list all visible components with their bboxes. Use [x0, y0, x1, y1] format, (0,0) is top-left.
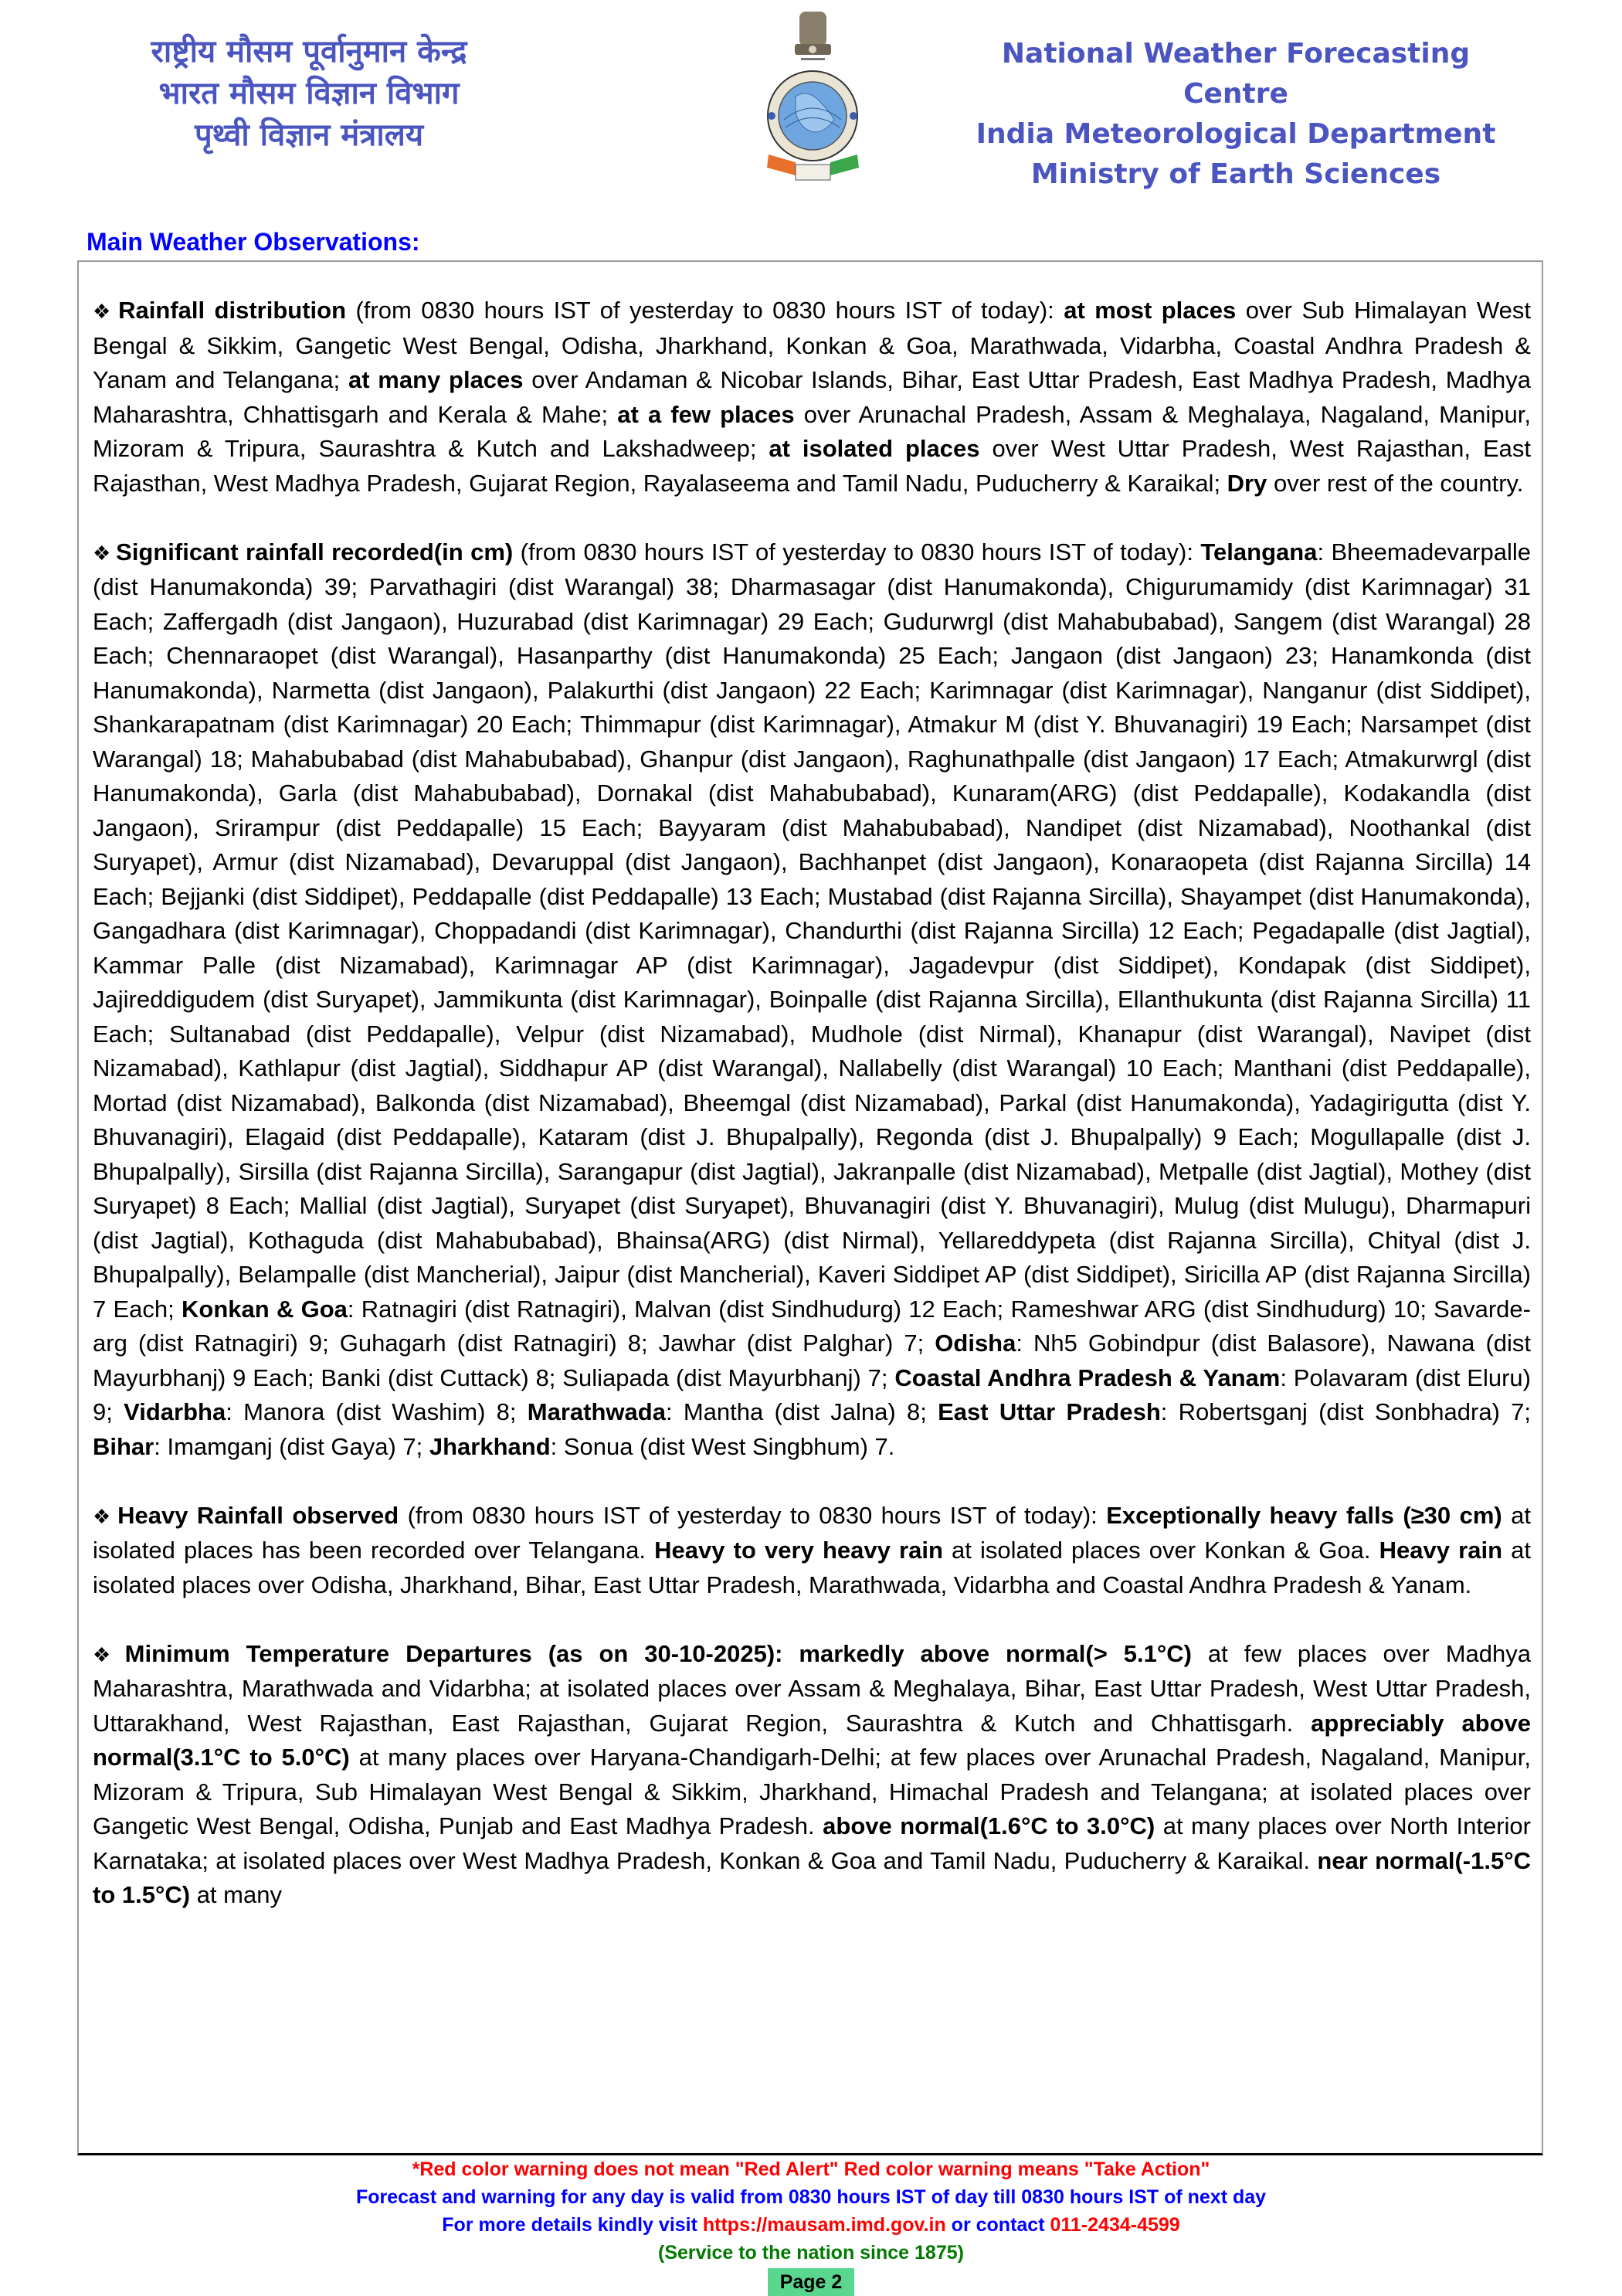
emphasis-text: above normal(1.6°C to 3.0°C) [823, 1812, 1155, 1839]
observation-heavy-rainfall [93, 1499, 1531, 1603]
body-text: : Mantha (dist Jalna) 8; [665, 1398, 938, 1425]
emphasis-text: East Uttar Pradesh [938, 1398, 1161, 1425]
emphasis-text: Heavy rain [1379, 1537, 1502, 1564]
emphasis-text: Vidarbha [124, 1398, 226, 1425]
contact-middle: or contact [945, 2214, 1050, 2236]
imd-emblem-icon [761, 4, 865, 185]
hindi-title-line: भारत मौसम विज्ञान विभाग [158, 76, 460, 111]
observation-significant-rainfall [93, 535, 1531, 1465]
body-text: over rest of the country. [1267, 469, 1524, 497]
emphasis-text: Marathwada [527, 1398, 666, 1425]
hindi-title-line: पृथ्वी विज्ञान मंत्रालय [194, 117, 424, 153]
emphasis-text: Telangana [1200, 538, 1318, 566]
body-text: : Robertsganj (dist Sonbhadra) 7; [1160, 1398, 1532, 1425]
emphasis-text: Minimum Temperature Departures (as on 30-10-2025): markedly above normal(> 5.1°C) [124, 1639, 1192, 1667]
phone-number: 011-2434-4599 [1050, 2214, 1180, 2236]
emphasis-text: at most places [1064, 297, 1237, 324]
website-link[interactable]: https://mausam.imd.gov.in [702, 2214, 946, 2236]
body-text: : Sonua (dist West Singbhum) 7. [550, 1432, 895, 1460]
body-text: : Polavaram (dist Eluru) 9; [93, 1364, 1531, 1425]
hindi-org-title [108, 31, 510, 156]
section-heading: Main Weather Observations: [87, 228, 420, 256]
body-text: (from 0830 hours IST of yesterday to 0830 hours IST of today): [399, 1501, 1107, 1529]
body-text: at many places over Haryana-Chandigarh-Delhi; at few places over Arunachal Pradesh, Nagaland, Manipur, Mizoram & Tripura, Sub Himalayan West Bengal & Sikkim, Jharkhand, Himachal Pradesh and Telangana; at isolated places over Gangetic West Bengal, Odisha, Punjab and East Madhya Pradesh. [93, 1744, 1531, 1839]
emphasis-text: Odisha [935, 1330, 1016, 1357]
emphasis-text: Bihar [93, 1432, 154, 1460]
page-footer [0, 2155, 1622, 2296]
observation-min-temperature-departures [93, 1637, 1531, 1913]
body-text: over Andaman & Nicobar Islands, Bihar, East Uttar Pradesh, East Madhya Pradesh, Madhya Maharashtra, Chhattisgarh and Kerala & Mahe; [93, 366, 1532, 428]
body-text: : Manora (dist Washim) 8; [226, 1398, 528, 1425]
body-text: at isolated places over Odisha, Jharkhand, Bihar, East Uttar Pradesh, Marathwada, Vidarbha and Coastal Andhra Pradesh & Yanam. [93, 1537, 1531, 1598]
body-text: at isolated places over Konkan & Goa. [942, 1537, 1379, 1564]
body-text: : Ratnagiri (dist Ratnagiri), Malvan (dist Sindhudurg) 12 Each; Rameshwar ARG (dist Sindhudurg) 10; Savarde-arg (dist Ratnagiri) 9; Guhagarh (dist Ratnagiri) 8; Jawhar (dist Palghar) 7; [93, 1295, 1531, 1357]
body-text: over Sub Himalayan West Bengal & Sikkim, Gangetic West Bengal, Odisha, Jharkhand, Konkan & Goa, Marathwada, Vidarbha, Coastal Andhra Pradesh & Yanam and Telangana; [93, 297, 1531, 393]
emphasis-text: appreciably above normal(3.1°C to 5.0°C) [93, 1709, 1531, 1771]
diamond-bullet-icon: ❖ [93, 541, 112, 565]
service-note: (Service to the nation since 1875) [658, 2242, 964, 2264]
emphasis-text: Coastal Andhra Pradesh & Yanam [894, 1364, 1281, 1391]
emphasis-text: at many places [348, 366, 524, 393]
emphasis-text: Significant rainfall recorded(in cm) [116, 538, 514, 566]
page-header [0, 0, 1622, 201]
body-text: over Arunachal Pradesh, Assam & Meghalaya, Nagaland, Manipur, Mizoram & Tripura, Saurashtra & Kutch and Lakshadweep; [93, 400, 1531, 462]
red-warning-note: *Red color warning does not mean "Red Alert" Red color warning means "Take Action" [412, 2158, 1210, 2180]
emphasis-text: Dry [1227, 469, 1267, 497]
english-title-line: National Weather Forecasting Centre [1001, 38, 1471, 110]
emphasis-text: Heavy Rainfall observed [117, 1501, 399, 1529]
observations-content [93, 294, 1531, 1947]
body-text: : Nh5 Gobindpur (dist Balasore), Nawana (dist Mayurbhanj) 9 Each; Banki (dist Cuttack) 8; Suliapada (dist Mayurbhanj) 7; [93, 1330, 1532, 1391]
emphasis-text: Heavy to very heavy rain [654, 1537, 943, 1564]
body-text: : Bheemadevarpalle (dist Hanumakonda) 39; Parvathagiri (dist Warangal) 38; Dharmasagar (dist Hanumakonda), Chigurumamidy (dist Karimnagar) 31 Each; Zaffergadh (dist Jangaon), Huzurabad (dist Karimnagar) 29 Each; Gudurwrgl (dist Mahabubabad), Sangem (dist Warangal) 28 Each; Chennaraopet (dist Warangal), Hasanparthy (dist Hanumakonda) 25 Each; Jangaon (dist Jangaon) 23; Hanamkonda (dist Hanumakonda), Narmetta (dist Jangaon), Palakurthi (dist Jangaon) 22 Each; Karimnagar (dist Karimnagar), Nanganur (dist Siddipet), Shankarapatnam (dist Karimnagar) 20 Each; Thimmapur (dist Karimnagar), Atmakur M (dist Y. Bhuvanagiri) 19 Each; Narsampet (dist Warangal) 18; Mahabubabad (dist Mahabubabad), Ghanpur (dist Jangaon), Raghunathpalle (dist Jangaon) 17 Each; Atmakurwrgl (dist Hanumakonda), Garla (dist Mahabubabad), Dornakal (dist Mahabubabad), Kunaram(ARG) (dist Peddapalle), Kodakandla (dist Jangaon), Srirampur (dist Peddapalle) 15 Each; Bayyaram (dist Mahabubabad), Nandipet (dist Nizamabad), Noothankal (dist Suryapet), Armur (dist Nizamabad), Devaruppal (dist Jangaon), Bachhanpet (dist Jangaon), Konaraopeta (dist Rajanna Sircilla) 14 Each; Bejjanki (dist Siddipet), Peddapalle (dist Peddapalle) 13 Each; Mustabad (dist Rajanna Sircilla), Shayampet (dist Hanumakonda), Gangadhara (dist Karimnagar), Choppadandi (dist Karimnagar), Chandurthi (dist Rajanna Sircilla) 12 Each; Pegadapalle (dist Jagtial), Kammar Palle (dist Nizamabad), Karimnagar AP (dist Karimnagar), Jagadevpur (dist Siddipet), Kondapak (dist Siddipet), Jajireddigudem (dist Suryapet), Jammikunta (dist Karimnagar), Boinpalle (dist Rajanna Sircilla), Ellanthukunta (dist Rajanna Sircilla) 11 Each; Sultanabad (dist Peddapalle), Velpur (dist Nizamabad), Mudhole (dist Nirmal), Khanapur (dist Warangal), Navipet (dist Nizamabad), Kathlapur (dist Jagtial), Siddhapur AP (dist Warangal), Nallabelly (dist Warangal) 10 Each; Manthani (dist Peddapalle), Mortad (dist Nizamabad), Balkonda (dist Nizamabad), Bheemgal (dist Nizamabad), Parkal (dist Hanumakonda), Yadagirigutta (dist Y. Bhuvanagiri), Elagaid (dist Peddapalle), Kataram (dist J. Bhupalpally), Regonda (dist J. Bhupalpally) 9 Each; Mogullapalle (dist J. Bhupalpally), Sirsilla (dist Rajanna Sircilla), Sarangapur (dist Jagtial), Jakranpalle (dist Nizamabad), Metpalle (dist Jagtial), Mothey (dist Suryapet) 8 Each; Mallial (dist Jagtial), Suryapet (dist Suryapet), Bhuvanagiri (dist Y. Bhuvanagiri), Mulug (dist Mulugu), Dharmapuri (dist Jagtial), Kothaguda (dist Mahabubabad), Bhainsa(ARG) (dist Nirmal), Yellareddypeta (dist Rajanna Sircilla), Chityal (dist J. Bhupalpally), Belampalle (dist Mancherial), Jaipur (dist Mancherial), Kaveri Siddipet AP (dist Siddipet), Siricilla AP (dist Rajanna Sircilla) 7 Each; [93, 538, 1531, 1323]
english-org-title [965, 34, 1506, 195]
diamond-bullet-icon: ❖ [93, 300, 114, 323]
english-title-line: India Meteorological Department [976, 118, 1496, 150]
emphasis-text: Rainfall distribution [118, 297, 347, 324]
emphasis-text: Exceptionally heavy falls (≥30 cm) [1106, 1501, 1502, 1529]
body-text: at many places over North Interior Karnataka; at isolated places over West Madhya Pradesh, Konkan & Goa and Tamil Nadu, Puducherry & Karaikal. [93, 1812, 1531, 1874]
contact-prefix: For more details kindly visit [442, 2214, 703, 2236]
body-text: at isolated places has been recorded over Telangana. [93, 1501, 1531, 1564]
emphasis-text: at isolated places [769, 435, 980, 462]
page-number-badge: Page 2 [768, 2268, 855, 2296]
emphasis-text: at a few places [617, 400, 795, 428]
observation-rainfall-distribution [93, 294, 1531, 501]
contact-line [0, 2211, 1622, 2239]
hindi-title-line: राष्ट्रीय मौसम पूर्वानुमान केन्द्र [151, 34, 467, 70]
diamond-bullet-icon: ❖ [93, 1642, 120, 1666]
body-text: at many [190, 1881, 282, 1908]
body-text: at few places over Madhya Maharashtra, Marathwada and Vidarbha; at isolated places over Assam & Meghalaya, Bihar, East Uttar Pradesh, West Uttar Pradesh, Uttarakhand, West Rajasthan, East Rajasthan, Gujarat Region, Saurashtra & Kutch and Chhattisgarh. [93, 1639, 1532, 1737]
body-text: : Imamganj (dist Gaya) 7; [154, 1432, 429, 1460]
emphasis-text: near normal(-1.5°C to 1.5°C) [93, 1846, 1531, 1908]
emphasis-text: Konkan & Goa [182, 1295, 348, 1323]
body-text: (from 0830 hours IST of yesterday to 0830 hours IST of today): [346, 297, 1064, 324]
emphasis-text: Jharkhand [429, 1432, 551, 1460]
validity-note: Forecast and warning for any day is valid from 0830 hours IST of day till 0830 hours IST of next day [355, 2186, 1267, 2208]
body-text: over West Uttar Pradesh, West Rajasthan, East Rajasthan, West Madhya Pradesh, Gujarat Region, Rayalaseema and Tamil Nadu, Puducherry & Karaikal; [93, 435, 1531, 497]
english-title-line: Ministry of Earth Sciences [1030, 158, 1441, 190]
diamond-bullet-icon: ❖ [93, 1504, 114, 1528]
body-text: (from 0830 hours IST of yesterday to 0830 hours IST of today): [513, 538, 1201, 566]
